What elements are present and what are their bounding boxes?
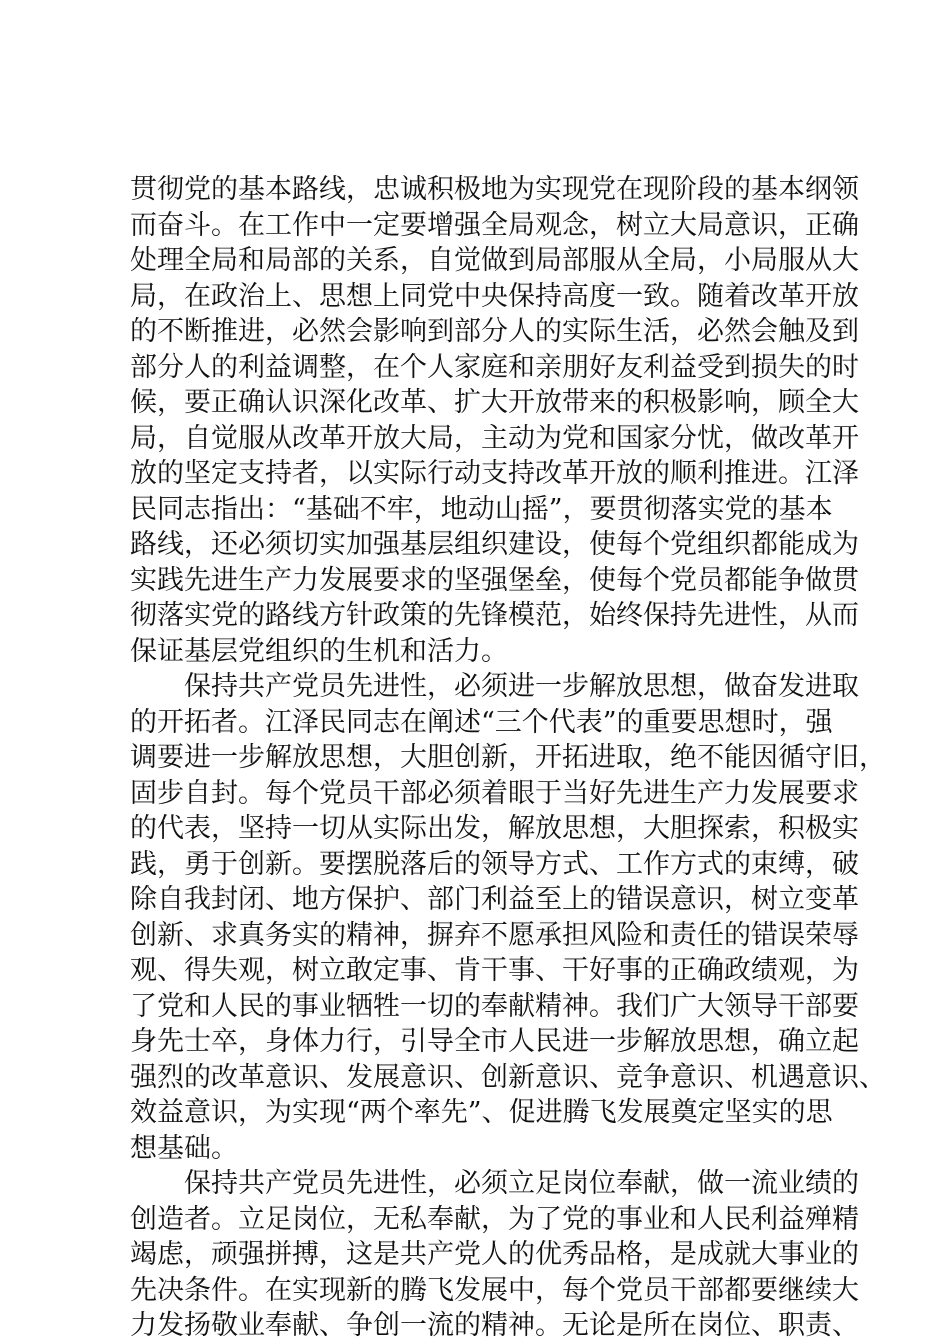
text-line: 彻落实党的路线方针政策的先锋模范，始终保持先进性，从而: [130, 600, 859, 631]
text-line: 局，在政治上、思想上同党中央保持高度一致。随着改革开放: [130, 280, 859, 312]
text-line: 创新、求真务实的精神，摒弃不愿承担风险和责任的错误荣辱: [130, 919, 859, 951]
text-line: 固步自封。每个党员干部必须着眼于当好先进生产力发展要求: [130, 777, 859, 809]
text-line: 了党和人民的事业牺牲一切的奉献精神。我们广大领导干部要: [130, 990, 859, 1022]
text-line: 民同志指出：“基础不牢，地动山摇”，要贯彻落实党的基本: [130, 493, 833, 525]
text-line: 的不断推进，必然会影响到部分人的实际生活，必然会触及到: [130, 316, 859, 347]
text-line: 观、得失观，树立敢定事、肯干事、干好事的正确政绩观，为: [130, 955, 859, 986]
text-line: 先决条件。在实现新的腾飞发展中，每个党员干部都要继续大: [130, 1274, 859, 1306]
text-line: 的代表，坚持一切从实际出发，解放思想，大胆探索，积极实: [130, 813, 859, 844]
text-line: 除自我封闭、地方保护、部门利益至上的错误意识，树立变革: [130, 884, 859, 915]
text-line: 路线，还必须切实加强基层组织建设，使每个党组织都能成为: [130, 529, 859, 560]
text-line: 部分人的利益调整，在个人家庭和亲朋好友利益受到损失的时: [130, 351, 859, 383]
text-line: 实践先进生产力发展要求的坚强堡垒，使每个党员都能争做贯: [130, 564, 859, 596]
text-line: 处理全局和局部的关系，自觉做到局部服从全局，小局服从大: [130, 245, 859, 276]
text-line: 调要进一步解放思想，大胆创新，开拓进取，绝不能因循守旧，: [130, 742, 886, 773]
text-line: 保证基层党组织的生机和活力。: [130, 635, 508, 667]
text-line: 候，要正确认识深化改革、扩大开放带来的积极影响，顾全大: [130, 387, 859, 418]
text-line: 强烈的改革意识、发展意识、创新意识、竞争意识、机遇意识、: [130, 1061, 886, 1093]
text-line: 效益意识，为实现“两个率先”、促进腾飞发展奠定坚实的思: [130, 1097, 833, 1128]
text-line: 竭虑，顽强拼搏，这是共产党人的优秀品格，是成就大事业的: [130, 1239, 859, 1270]
text-line: 力发扬敬业奉献、争创一流的精神。无论是所在岗位、职责、: [130, 1310, 859, 1341]
text-line: 保持共产党员先进性，必须进一步解放思想，做奋发进取: [184, 671, 859, 702]
text-line: 贯彻党的基本路线，忠诚积极地为实现党在现阶段的基本纲领: [130, 174, 859, 205]
text-line: 放的坚定支持者，以实际行动支持改革开放的顺利推进。江泽: [130, 458, 859, 489]
text-line: 的开拓者。江泽民同志在阐述“三个代表”的重要思想时，强: [130, 706, 833, 738]
document-page: [130, 172, 886, 1344]
text-line: 局，自觉服从改革开放大局，主动为党和国家分忧，做改革开: [130, 422, 859, 454]
text-line: 身先士卒，身体力行，引导全市人民进一步解放思想，确立起: [130, 1026, 859, 1057]
text-line: 保持共产党员先进性，必须立足岗位奉献，做一流业绩的: [184, 1168, 859, 1199]
text-line: 想基础。: [130, 1132, 238, 1164]
text-line: 践，勇于创新。要摆脱落后的领导方式、工作方式的束缚，破: [130, 848, 859, 880]
text-line: 而奋斗。在工作中一定要增强全局观念，树立大局意识，正确: [130, 209, 859, 241]
text-line: 创造者。立足岗位，无私奉献，为了党的事业和人民利益殚精: [130, 1203, 859, 1235]
